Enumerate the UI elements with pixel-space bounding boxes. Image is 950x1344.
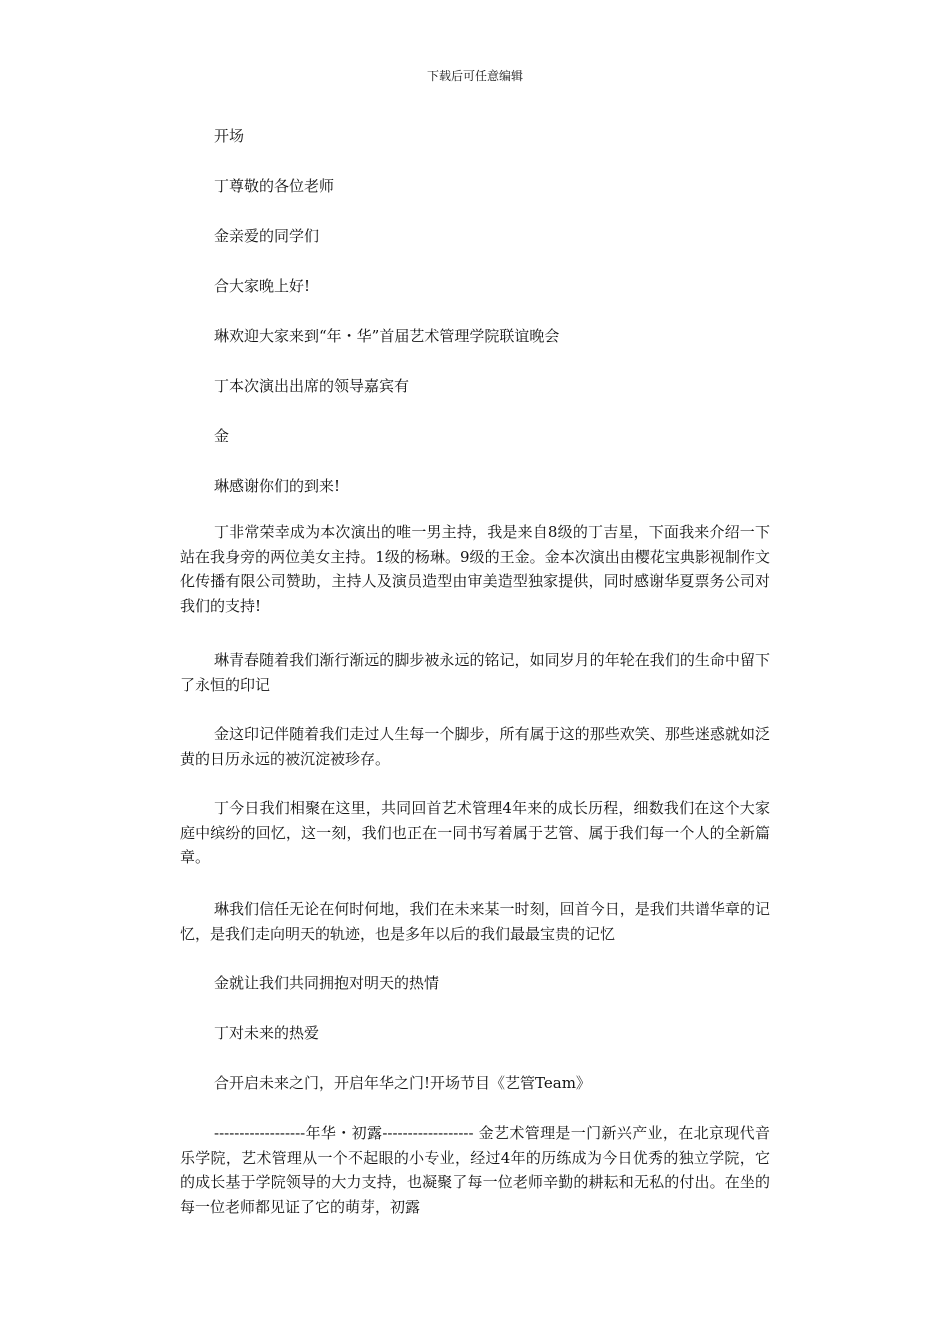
script-line: 合大家晚上好! [214, 277, 311, 295]
script-line: 琳欢迎大家来到“年・华”首届艺术管理学院联谊晚会 [214, 327, 560, 345]
script-line: 丁对未来的热爱 [214, 1024, 320, 1042]
section-paragraph: ------------------年华・初露------------------ 金艺术管理是一门新兴产业，在北京现代音乐学院，艺术管理从一个不起眼的小专业，经过4年的历练成为今日优秀的独立学院，它的成长基于学院领导的大力支持，也凝聚了每一位老师辛勤的耕耘和无私的付出。在坐的每一位老师都见证了它的萌芽，初露 [180, 1124, 770, 1216]
script-line: 合开启未来之门，开启年华之门!开场节目《艺管Team》 [214, 1074, 591, 1092]
script-paragraph: 丁非常荣幸成为本次演出的唯一男主持，我是来自8级的丁吉星，下面我来介绍一下站在我身旁的两位美女主持。1级的杨琳。9级的王金。金本次演出由樱花宝典影视制作文化传播有限公司赞助，主持人及演员造型由审美造型独家提供，同时感谢华夏票务公司对我们的支持! [180, 523, 770, 615]
script-paragraph: 丁今日我们相聚在这里，共同回首艺术管理4年来的成长历程，细数我们在这个大家庭中缤纷的回忆，这一刻，我们也正在一同书写着属于艺管、属于我们每一个人的全新篇章。 [180, 799, 770, 866]
page-header: 下载后可任意编辑 [426, 69, 523, 83]
script-paragraph: 金这印记伴随着我们走过人生每一个脚步，所有属于这的那些欢笑、那些迷惑就如泛黄的日历永远的被沉淀被珍存。 [180, 725, 770, 768]
script-line: 金亲爱的同学们 [214, 227, 320, 245]
script-line: 金 [214, 427, 230, 445]
script-line: 金就让我们共同拥抱对明天的热情 [214, 974, 440, 992]
script-line: 琳感谢你们的到来! [214, 477, 341, 495]
script-paragraph: 琳青春随着我们渐行渐远的脚步被永远的铭记，如同岁月的年轮在我们的生命中留下了永恒的印记 [180, 651, 770, 694]
script-line: 丁尊敬的各位老师 [214, 177, 335, 195]
script-paragraph: 琳我们信任无论在何时何地，我们在未来某一时刻，回首今日，是我们共谱华章的记忆，是我们走向明天的轨迹，也是多年以后的我们最最宝贵的记忆 [180, 900, 770, 943]
script-line: 丁本次演出出席的领导嘉宾有 [214, 377, 410, 395]
section-title: 开场 [214, 127, 245, 145]
